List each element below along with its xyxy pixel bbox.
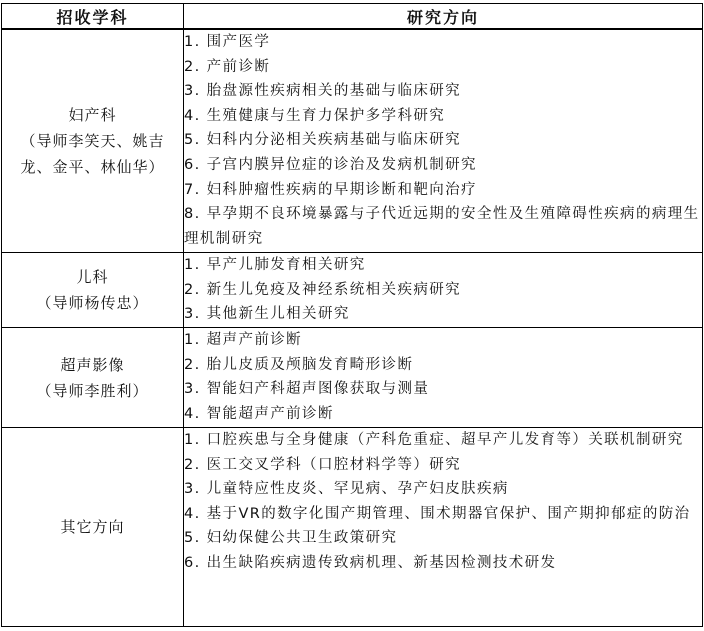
direction-item: 5. 妇科内分泌相关疾病基础与临床研究 (184, 132, 462, 149)
direction-item: 5. 妇幼保健公共卫生政策研究 (184, 530, 398, 547)
direction-item: 3. 儿童特应性皮炎、罕见病、孕产妇皮肤疾病 (184, 481, 509, 498)
subject-cell (2, 253, 184, 328)
research-direction-table (1, 3, 703, 627)
table-row (2, 328, 703, 428)
table-row (2, 29, 703, 253)
direction-item: 6. 出生缺陷疾病遗传致病机理、新基因检测技术研发 (184, 554, 557, 571)
subject-cell (2, 29, 184, 253)
directions-cell (184, 253, 703, 328)
subject-mentor: （导师李胜利） (36, 381, 149, 400)
header-row (2, 4, 703, 30)
subject-mentor: （导师李笑天、姚吉龙、金平、林仙华） (20, 132, 165, 176)
directions-cell (184, 428, 703, 627)
header-direction: 研究方向 (184, 4, 703, 30)
direction-item: 1. 早产儿肺发育相关研究 (184, 257, 366, 273)
directions-cell (184, 29, 703, 253)
direction-item: 2. 胎儿皮质及颅脑发育畸形诊断 (184, 356, 414, 373)
header-subject: 招收学科 (2, 4, 184, 30)
direction-item: 3. 其他新生儿相关研究 (184, 306, 350, 323)
subject-name: 超声影像 (60, 355, 125, 374)
table-row (2, 428, 703, 627)
direction-item: 1. 口腔疾患与全身健康（产科危重症、超早产儿发育等）关联机制研究 (184, 432, 684, 448)
direction-item: 4. 基于VR的数字化围产期管理、围术期器官保护、围产期抑郁症的防治 (184, 505, 691, 522)
direction-item: 7. 妇科肿瘤性疾病的早期诊断和靶向治疗 (184, 181, 477, 198)
direction-item: 8. 早孕期不良环境暴露与子代近远期的安全性及生殖障碍性疾病的病理生理机制研究 (184, 206, 700, 247)
subject-name: 儿科 (76, 268, 109, 286)
subject-name: 妇产科 (68, 106, 117, 124)
directions-cell (184, 328, 703, 428)
direction-item: 4. 智能超声产前诊断 (184, 405, 334, 422)
direction-item: 3. 智能妇产科超声图像获取与测量 (184, 381, 430, 398)
direction-item: 4. 生殖健康与生育力保护多学科研究 (184, 107, 446, 124)
direction-item: 6. 子宫内膜异位症的诊治及发病机制研究 (184, 156, 477, 173)
direction-item: 3. 胎盘源性疾病相关的基础与临床研究 (184, 83, 462, 100)
direction-item: 1. 超声产前诊断 (184, 332, 303, 348)
subject-mentor: （导师杨传忠） (36, 294, 149, 312)
direction-item: 2. 医工交叉学科（口腔材料学等）研究 (184, 456, 462, 473)
direction-item: 2. 产前诊断 (184, 58, 271, 75)
table-row (2, 253, 703, 328)
direction-item: 2. 新生儿免疫及神经系统相关疾病研究 (184, 281, 462, 298)
subject-name: 其它方向 (60, 518, 125, 536)
subject-cell (2, 328, 184, 428)
direction-item: 1. 围产医学 (184, 34, 271, 50)
subject-cell (2, 428, 184, 627)
